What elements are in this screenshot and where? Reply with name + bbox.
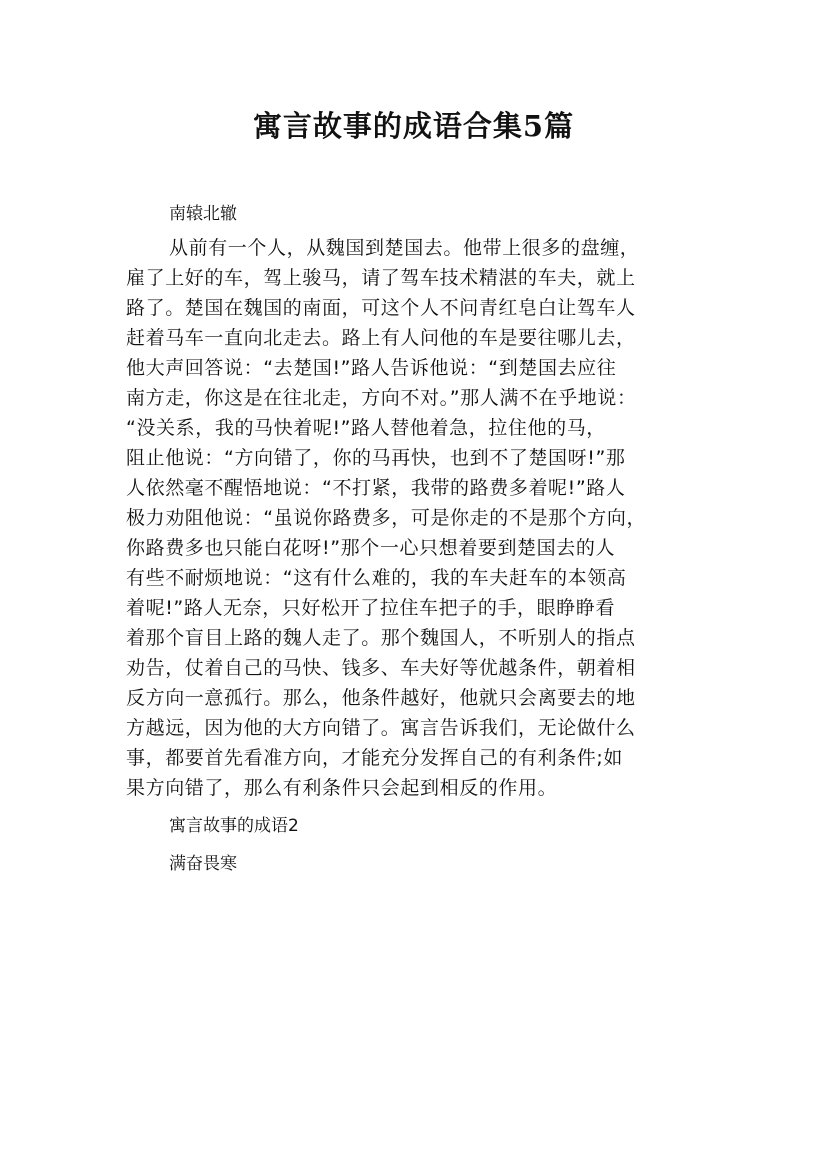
paragraph-line: 你路费多也只能白花呀!”那个一心只想着要到楚国去的人 bbox=[126, 537, 616, 559]
paragraph-line: 南方走，你这是在往北走，方向不对。”那人满不在乎地说： bbox=[126, 387, 637, 409]
paragraph-line: 他大声回答说：“去楚国!”路人告诉他说：“到楚国去应往 bbox=[126, 357, 617, 379]
paragraph-line: 从前有一个人，从魏国到楚国去。他带上很多的盘缠， bbox=[169, 237, 640, 259]
paragraph-line: 赶着马车一直向北走去。路上有人问他的车是要往哪儿去， bbox=[126, 327, 636, 349]
document-body bbox=[126, 199, 726, 879]
spacer bbox=[126, 841, 726, 849]
paragraph-line: 着呢!”路人无奈，只好松开了拉住车把子的手，眼睁睁看 bbox=[126, 597, 616, 619]
paragraph-line: 阻止他说：“方向错了，你的马再快，也到不了楚国呀!”那 bbox=[126, 447, 626, 469]
paragraph-line: 人依然毫不醒悟地说：“不打紧，我带的路费多着呢!”路人 bbox=[126, 477, 626, 499]
paragraph-line: 极力劝阻他说：“虽说你路费多，可是你走的不是那个方向， bbox=[126, 507, 647, 529]
section-heading-nanyuanbeizhe: 南辕北辙 bbox=[169, 204, 237, 224]
section-subheading-manfenweihan: 满奋畏寒 bbox=[169, 854, 237, 874]
paragraph-line: 反方向一意孤行。那么，他条件越好，他就只会离要去的地 bbox=[126, 687, 636, 709]
section-heading-story-2: 寓言故事的成语2 bbox=[169, 816, 299, 836]
paragraph-line: 着那个盲目上路的魏人走了。那个魏国人，不听别人的指点 bbox=[126, 627, 636, 649]
spacer bbox=[126, 803, 726, 811]
paragraph-line: 果方向错了，那么有利条件只会起到相反的作用。 bbox=[126, 777, 558, 799]
paragraph-line: 劝告，仗着自己的马快、钱多、车夫好等优越条件，朝着相 bbox=[126, 657, 636, 679]
document-title: 寓言故事的成语合集5篇 bbox=[252, 109, 575, 143]
paragraph-line: 事，都要首先看准方向，才能充分发挥自己的有利条件;如 bbox=[126, 747, 624, 769]
paragraph-line: 雇了上好的车，驾上骏马，请了驾车技术精湛的车夫，就上 bbox=[126, 267, 636, 289]
paragraph-line: 路了。楚国在魏国的南面，可这个人不问青红皂白让驾车人 bbox=[126, 297, 636, 319]
story-paragraph bbox=[126, 233, 726, 803]
paragraph-line: 有些不耐烦地说：“这有什么难的，我的车夫赶车的本领高 bbox=[126, 567, 627, 589]
paragraph-line: 方越远，因为他的大方向错了。寓言告诉我们，无论做什么 bbox=[126, 717, 636, 739]
paragraph-line: “没关系，我的马快着呢!”路人替他着急，拉住他的马， bbox=[126, 417, 606, 439]
